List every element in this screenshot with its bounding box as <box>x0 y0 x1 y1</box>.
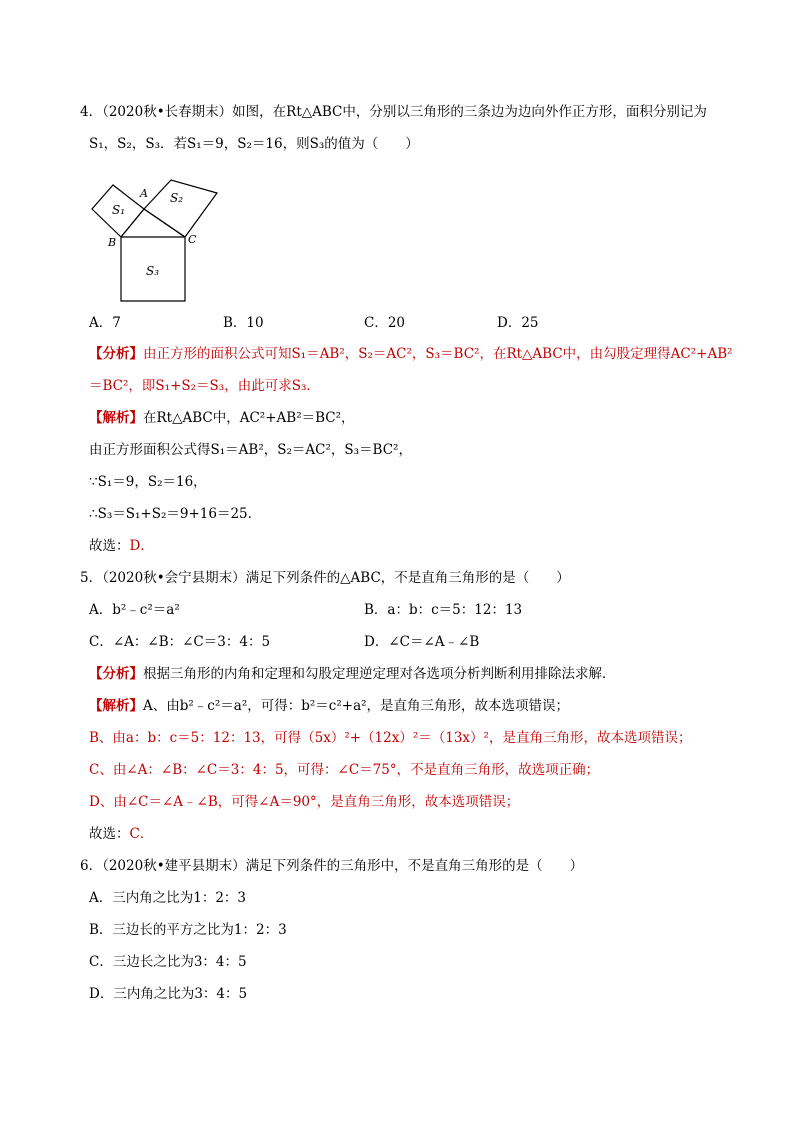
q5-solution-line3: C、由∠A：∠B：∠C＝3：4：5，可得：∠C＝75°，不是直角三角形，故选项正确； <box>89 762 600 778</box>
q4-analysis-line1 <box>89 345 733 363</box>
q5-analysis-line <box>89 665 616 683</box>
label-a: A <box>140 187 148 200</box>
q6-option-a: A．三内角之比为1：2：3 <box>89 890 247 906</box>
label-s2: S₂ <box>170 191 184 205</box>
q6-option-b: B．三边长的平方之比为1：2：3 <box>89 922 287 938</box>
label-s3: S₃ <box>146 264 160 278</box>
q5-option-a: A．b²﹣c²＝a² <box>89 602 180 618</box>
q5-analysis-text: 根据三角形的内角和定理和勾股定理逆定理对各选项分析判断利用排除法求解． <box>143 666 616 682</box>
q4-analysis-line2: ＝BC²，即S₁+S₂＝S₃，由此可求S₃． <box>89 378 320 394</box>
q4-solution-line4: ∴S₃＝S₁+S₂＝9+16＝25． <box>89 506 262 522</box>
q4-solution-text1: 在Rt△ABC中，AC²+AB²＝BC²， <box>143 410 355 426</box>
q5-answer: C． <box>129 826 154 842</box>
q4-stem-line1: 4．（2020秋•长春期末）如图，在Rt△ABC中，分别以三角形的三条边为边向外作正方形，面积分别记为 <box>80 104 707 120</box>
q5-option-d: D．∠C＝∠A﹣∠B <box>364 634 480 650</box>
q6-option-d: D．三内角之比为3：4：5 <box>89 986 248 1002</box>
q4-answer-line <box>89 537 154 555</box>
label-c: C <box>188 233 197 246</box>
label-b: B <box>108 236 117 249</box>
q4-stem-line2: S₁，S₂，S₃．若S₁＝9，S₂＝16，则S₃的值为（ ） <box>89 136 419 152</box>
q4-analysis-text1: 由正方形的面积公式可知S₁＝AB²，S₂＝AC²，S₃＝BC²，在Rt△ABC中，由勾股定理得AC²+AB² <box>143 346 733 362</box>
q4-answer-prefix: 故选： <box>89 538 130 554</box>
q5-solution-text1: A、由b²﹣c²＝a²，可得：b²＝c²+a²，是直角三角形，故本选项错误； <box>143 698 570 714</box>
q4-answer: D． <box>129 538 154 554</box>
q5-answer-prefix: 故选： <box>89 826 130 842</box>
analysis-tag: 【分析】 <box>89 346 143 362</box>
q6-option-c: C．三边长之比为3：4：5 <box>89 954 247 970</box>
q5-option-b: B．a：b：c＝5：12：13 <box>364 602 523 618</box>
q4-option-d: D．25 <box>497 315 539 331</box>
solution-tag: 【解析】 <box>89 698 143 714</box>
analysis-tag: 【分析】 <box>89 666 143 682</box>
q5-stem: 5．（2020秋•会宁县期末）满足下列条件的△ABC，不是直角三角形的是（ ） <box>80 570 570 586</box>
square-s2 <box>144 180 217 237</box>
triangle-abc <box>121 209 185 237</box>
q5-solution-line1 <box>89 697 569 715</box>
q4-solution-line1 <box>89 409 355 427</box>
pythagoras-squares-figure <box>88 160 228 305</box>
q4-option-a: A．7 <box>89 315 121 331</box>
q6-stem: 6．（2020秋•建平县期末）满足下列条件的三角形中，不是直角三角形的是（ ） <box>80 858 584 874</box>
q4-solution-line3: ∵S₁＝9，S₂＝16， <box>89 474 207 490</box>
q4-solution-line2: 由正方形面积公式得S₁＝AB²，S₂＝AC²，S₃＝BC²， <box>89 442 412 458</box>
q5-solution-line4: D、由∠C＝∠A﹣∠B，可得∠A＝90°，是直角三角形，故本选项错误； <box>89 794 520 810</box>
q4-option-c: C．20 <box>364 315 406 331</box>
label-s1: S₁ <box>112 203 126 217</box>
q5-answer-line <box>89 825 153 843</box>
q4-option-b: B．10 <box>223 315 264 331</box>
q5-solution-line2: B、由a：b：c＝5：12：13，可得（5x）²+（12x）²＝（13x）²，是直角三角形，故本选项错误； <box>89 730 692 746</box>
solution-tag: 【解析】 <box>89 410 143 426</box>
q5-option-c: C．∠A：∠B：∠C＝3：4：5 <box>89 634 271 650</box>
